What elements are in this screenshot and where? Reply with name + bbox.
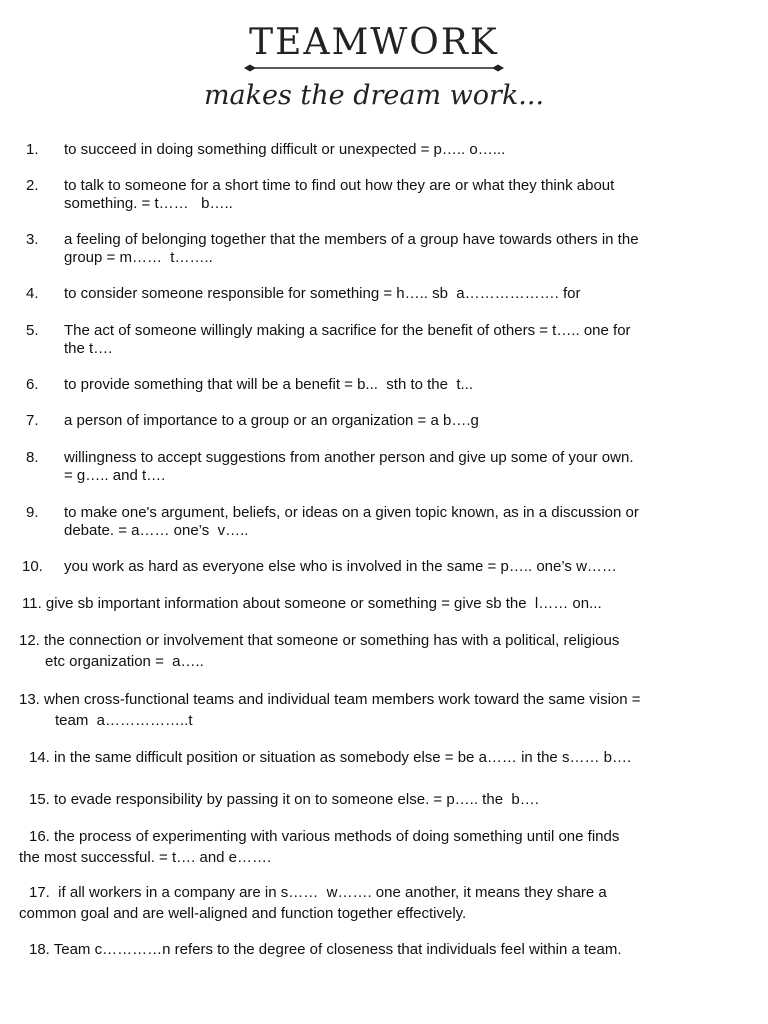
item-number: 8. [26, 449, 39, 466]
item-text-line1: 16. the process of experimenting with various methods of doing something until one finds [29, 828, 620, 845]
item-text-line2: the t…. [64, 340, 113, 357]
item-number: 7. [26, 412, 39, 429]
item-text: to consider someone responsible for something = h….. sb a………………. for [64, 285, 581, 302]
item-text-line1: The act of someone willingly making a sacrifice for the benefit of others = t….. one for [64, 322, 631, 339]
page-subtitle: makes the dream work... [203, 80, 545, 111]
item-text-line1: to talk to someone for a short time to find out how they are or what they think about [64, 177, 615, 194]
item-number: 5. [26, 322, 39, 339]
item-text: a person of importance to a group or an organization = a b….g [64, 412, 479, 429]
item-text: you work as hard as everyone else who is involved in the same = p….. one’s w…… [64, 558, 617, 575]
item-number: 6. [26, 376, 39, 393]
item-text-line2: common goal and are well-aligned and function together effectively. [19, 905, 467, 922]
item-text-line2: etc organization = a….. [45, 653, 204, 670]
item-text-line2: group = m…… t…….. [64, 249, 213, 266]
item-text-line2: something. = t…… b….. [64, 195, 233, 212]
item-number: 3. [26, 231, 39, 248]
item-text: to provide something that will be a benefit = b... sth to the t... [64, 376, 473, 393]
item-text-line2: = g….. and t…. [64, 467, 166, 484]
item-text-line1: willingness to accept suggestions from another person and give up some of your own. [64, 449, 634, 466]
item-number: 10. [22, 558, 43, 575]
list-item: 18. Team c…………n refers to the degree of closeness that individuals feel within a team. [29, 941, 622, 958]
list-item: 14. in the same difficult position or situation as somebody else = be a…… in the s…… b…. [29, 749, 632, 766]
item-text-line1: a feeling of belonging together that the members of a group have towards others in the [64, 231, 639, 248]
item-text-line2: team a……………..t [55, 712, 193, 729]
item-text-line2: debate. = a…… one’s v….. [64, 522, 249, 539]
item-text-line1: 13. when cross-functional teams and individual team members work toward the same vision = [19, 691, 641, 708]
item-number: 2. [26, 177, 39, 194]
item-number: 1. [26, 141, 39, 158]
item-number: 9. [26, 504, 39, 521]
list-item: 15. to evade responsibility by passing it on to someone else. = p….. the b…. [29, 791, 539, 808]
item-text-line2: the most successful. = t…. and e……. [19, 849, 272, 866]
list-item: 11. give sb important information about someone or something = give sb the l…… on... [22, 595, 602, 612]
page-title: TEAMWORK [249, 22, 499, 63]
item-number: 4. [26, 285, 39, 302]
item-text-line1: 17. if all workers in a company are in s…… w……. one another, it means they share a [29, 884, 607, 901]
ornamental-divider [244, 64, 504, 72]
item-text-line1: to make one's argument, beliefs, or ideas on a given topic known, as in a discussion or [64, 504, 639, 521]
item-text-line1: 12. the connection or involvement that someone or something has with a political, religious [19, 632, 620, 649]
item-text: to succeed in doing something difficult or unexpected = p….. o…... [64, 141, 506, 158]
